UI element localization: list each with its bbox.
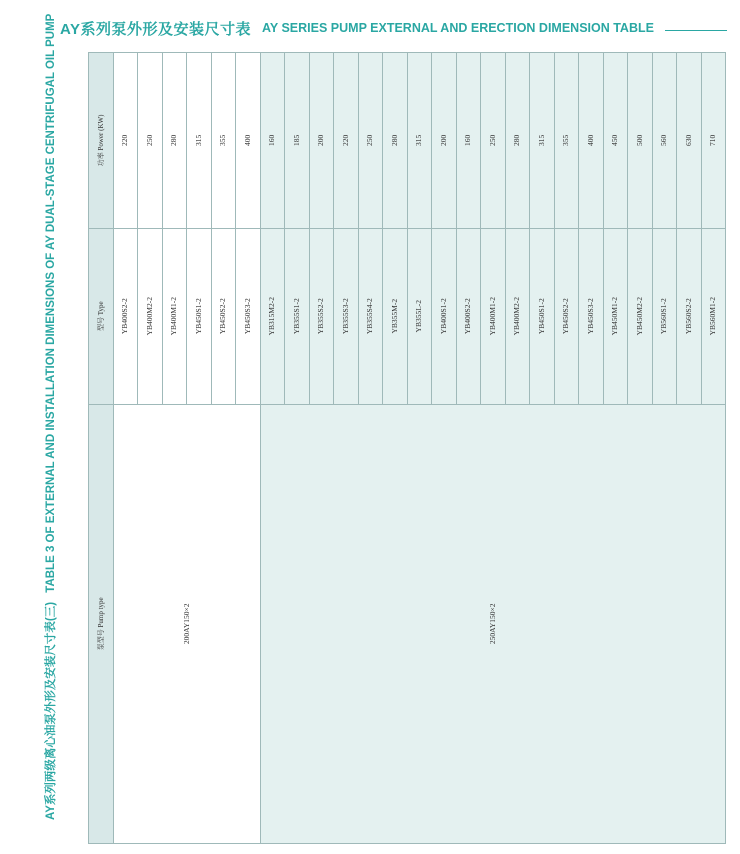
motor-type-cell: YB355L-2 xyxy=(407,228,432,404)
motor-power-cell: 560 xyxy=(652,53,677,229)
motor-type-cell: YB450S2-2 xyxy=(211,228,236,404)
motor-type-cell: YB400S1-2 xyxy=(432,228,457,404)
motor-type-cell: YB400M2-2 xyxy=(505,228,530,404)
motor-power-cell: 315 xyxy=(530,53,555,229)
motor-type-cell: YB560S1-2 xyxy=(652,228,677,404)
motor-power-cell: 400 xyxy=(236,53,261,229)
table-header-row xyxy=(89,53,114,844)
motor-type-cell: YB400M1-2 xyxy=(162,228,187,404)
pump-type-cell: 250AY150×2 xyxy=(260,404,726,843)
table-row xyxy=(113,53,138,844)
motor-power-cell: 160 xyxy=(260,53,285,229)
motor-power-cell: 450 xyxy=(603,53,628,229)
header-rule xyxy=(665,30,727,31)
motor-power-cell: 280 xyxy=(505,53,530,229)
motor-type-header: 型号 Type xyxy=(89,228,114,404)
motor-type-cell: YB450M1-2 xyxy=(603,228,628,404)
side-title-cn: AY系列两级离心油泵外形及安装尺寸表(三) xyxy=(45,601,57,820)
motor-power-cell: 200 xyxy=(309,53,334,229)
side-title xyxy=(44,13,78,820)
motor-type-cell: YB355S1-2 xyxy=(285,228,310,404)
motor-power-cell: 355 xyxy=(211,53,236,229)
motor-power-cell: 400 xyxy=(579,53,604,229)
motor-power-cell: 315 xyxy=(187,53,212,229)
motor-type-cell: YB400S2-2 xyxy=(456,228,481,404)
motor-power-cell: 220 xyxy=(113,53,138,229)
motor-type-cell: YB400M1-2 xyxy=(481,228,506,404)
table-row xyxy=(260,53,285,844)
motor-type-cell: YB400S2-2 xyxy=(113,228,138,404)
motor-type-cell: YB355S4-2 xyxy=(358,228,383,404)
header-title-en: AY SERIES PUMP EXTERNAL AND ERECTION DIMENSION TABLE xyxy=(262,21,654,35)
motor-type-cell: YB450S3-2 xyxy=(579,228,604,404)
motor-power-cell: 250 xyxy=(358,53,383,229)
motor-type-cell: YB315M2-2 xyxy=(260,228,285,404)
pump-type-header: 泵型号 Pump type xyxy=(89,404,114,843)
motor-power-cell: 200 xyxy=(432,53,457,229)
motor-type-cell: YB560S2-2 xyxy=(677,228,702,404)
motor-power-cell: 280 xyxy=(383,53,408,229)
motor-power-cell: 280 xyxy=(162,53,187,229)
motor-power-cell: 355 xyxy=(554,53,579,229)
motor-power-cell: 250 xyxy=(138,53,163,229)
motor-type-cell: YB450M2-2 xyxy=(628,228,653,404)
motor-power-cell: 220 xyxy=(334,53,359,229)
dimension-table-frame xyxy=(88,52,726,844)
side-title-en: TABLE 3 OF EXTERNAL AND INSTALLATION DIMENSIONS OF AY DUAL-STAGE CENTRIFUGAL OIL PUMP xyxy=(45,13,57,593)
dimension-table xyxy=(88,52,726,844)
motor-power-cell: 315 xyxy=(407,53,432,229)
motor-type-cell: YB355S3-2 xyxy=(334,228,359,404)
motor-type-cell: YB450S3-2 xyxy=(236,228,261,404)
motor-type-cell: YB355S2-2 xyxy=(309,228,334,404)
header-title-cn: AY系列泵外形及安装尺寸表 xyxy=(60,21,251,38)
motor-power-cell: 630 xyxy=(677,53,702,229)
motor-type-cell: YB400M2-2 xyxy=(138,228,163,404)
motor-type-cell: YB450S1-2 xyxy=(530,228,555,404)
pump-type-cell: 200AY150×2 xyxy=(113,404,260,843)
power-header: 功率 Power (KW) xyxy=(89,53,114,229)
motor-power-cell: 185 xyxy=(285,53,310,229)
motor-power-cell: 500 xyxy=(628,53,653,229)
motor-type-cell: YB560M1-2 xyxy=(701,228,726,404)
motor-type-cell: YB450S1-2 xyxy=(187,228,212,404)
motor-power-cell: 250 xyxy=(481,53,506,229)
motor-power-cell: 160 xyxy=(456,53,481,229)
motor-type-cell: YB450S2-2 xyxy=(554,228,579,404)
motor-type-cell: YB355M-2 xyxy=(383,228,408,404)
motor-power-cell: 710 xyxy=(701,53,726,229)
